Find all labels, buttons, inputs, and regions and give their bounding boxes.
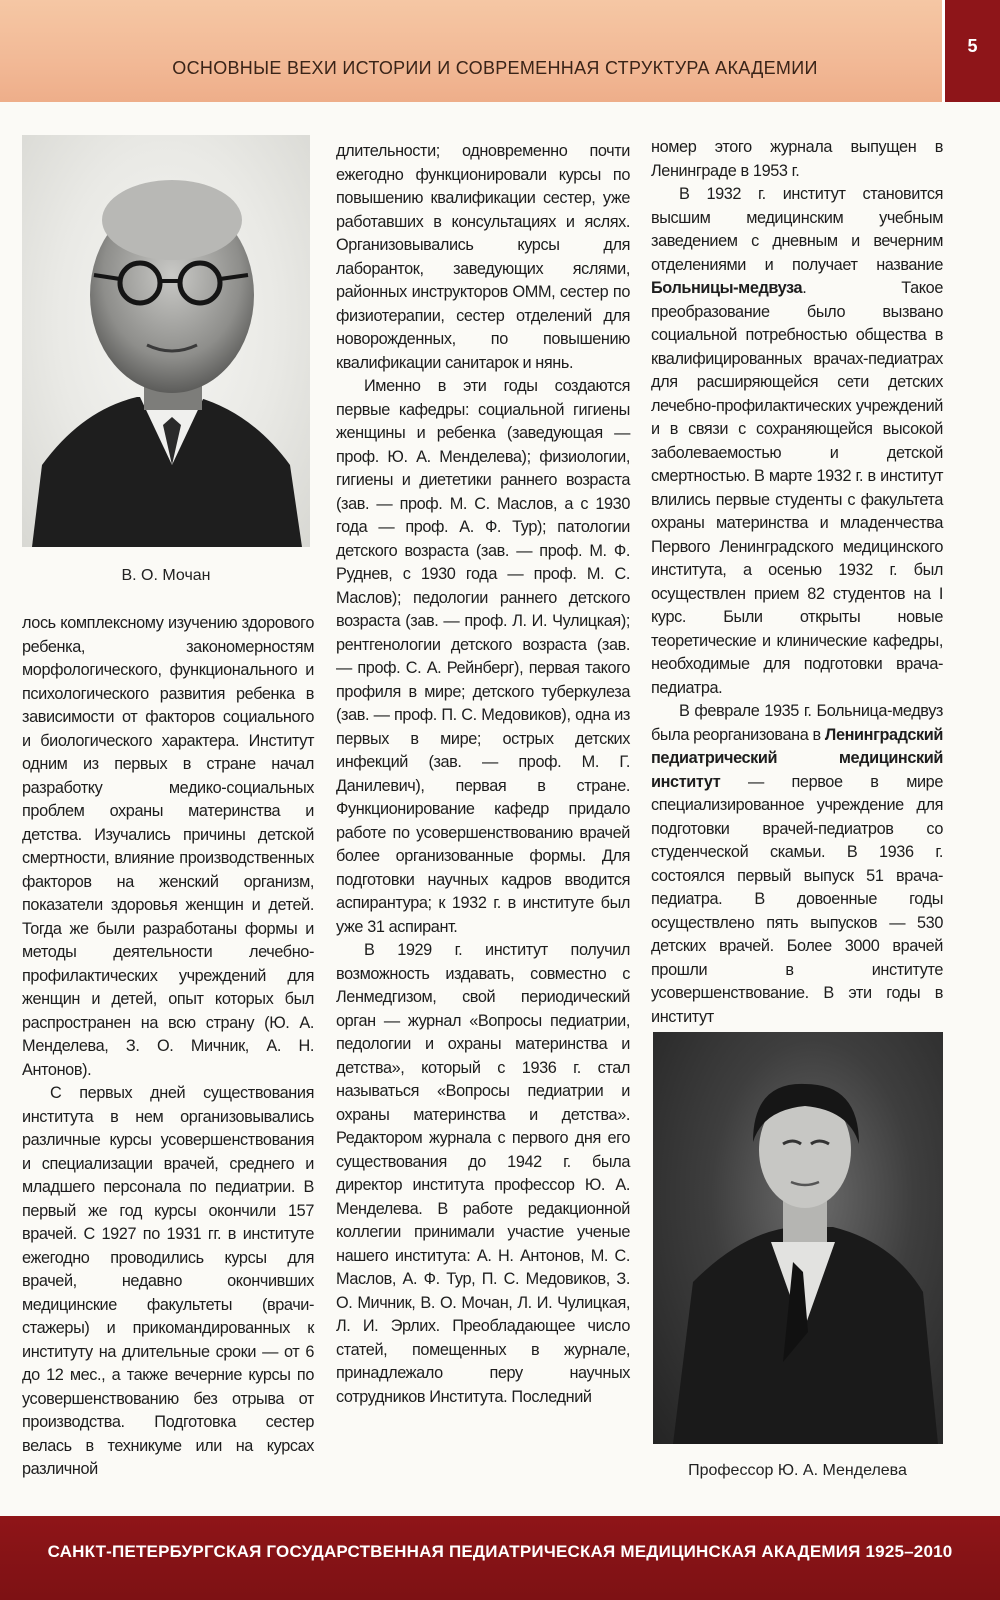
paragraph: лось комплексному изучению здорового ребенка, закономерностям морфологического, функционального и психологического развития ребенка в зависимости от факторов социального и биологического характера. Институт одним из первых в стране начал разработку медико-социальных проблем охраны материнства и детства. Изучались причины детской смертности, влияние производственных факторов на женский организм, показатели здоровья женщин и детей. Тогда же были разработаны формы и методы деятельности лечебно-профилактических учреждений для женщин и детей, опыт которых был распространен на всю страну (Ю. А. Менделева, З. О. Мичник, А. Н. Антонов).	[22, 614, 314, 1079]
page-number-tab	[942, 0, 1000, 102]
paragraph-text: В феврале 1935 г. Больница-медвуз была реорганизована в	[651, 702, 943, 744]
paragraph-text: . Такое преобразование было вызвано социальной потребностью общества в квалифицированных врачах-педиатрах для расширяющейся сети детских лечебно-профилактических учреждений и в связи с сохраняющейся высокой заболеваемостью и детской смертностью. В марте 1932 г. в институт влились первые студенты с факультета охраны материнства и младенчества Первого Ленинградского медицинского института, а осенью 1932 г. был осуществлен прием 82 студентов на I курс. Были открыты новые теоретические и клинические кафедры, необходимые для подготовки врача-педиатра.	[651, 279, 943, 697]
photo-caption-mendeleva: Профессор Ю. А. Менделева	[688, 1462, 907, 1479]
text-column-left	[22, 612, 314, 1482]
paragraph	[651, 183, 943, 700]
page-number: 5	[967, 36, 978, 56]
paragraph: С первых дней существования института в нем организовывались различные курсы усовершенствования и специализации врачей, среднего и младшего персонала по педиатрии. В первый же год курсы окончили 157 врачей. С 1927 по 1931 гг. в институте ежегодно проводились курсы для врачей, недавно окончивших медицинские факультеты (врачи-стажеры) и прикомандированных к институту на длительные сроки — от 6 до 12 мес., а также вечерние курсы по усовершенствованию без отрыва от производства. Подготовка сестер велась в техникуме или на курсах различной	[22, 1084, 314, 1478]
paragraph: длительности; одновременно почти ежегодно функционировали курсы по повышению квалификации сестер, уже работавших в консультациях и яслях. Организовывались курсы для лаборанток, заведующих яслями, районных инструкторов ОММ, сестер по физиотерапии, сестер отделений для новорожденных, по повышению квалификации санитарок и нянь.	[336, 142, 630, 372]
portrait-photo-mochan	[22, 135, 310, 547]
text-column-middle	[336, 140, 630, 1409]
paragraph: В 1929 г. институт получил возможность издавать, совместно с Ленмедгизом, свой периодический орган — журнал «Вопросы педиатрии, педологии и охраны материнства и детства», который с 1936 г. стал называться «Вопросы педиатрии и охраны материнства и детства». Редактором журнала с первого дня его существования до 1942 г. была директор института профессор Ю. А. Менделева. В работе редакционной коллегии принимали участие ученые нашего института: А. Н. Антонов, М. С. Маслов, А. Ф. Тур, П. С. Медовиков, З. О. Мичник, В. О. Мочан, Л. И. Чулицкая, Л. И. Эрлих. Преобладающее число статей, помещенных в журнале, принадлежало перу научных сотрудников Института. Последний	[336, 941, 630, 1406]
bold-term: Больницы-медвуза	[651, 279, 803, 297]
page-header	[0, 0, 1000, 102]
portrait-photo-mendeleva	[653, 1032, 943, 1444]
paragraph-text: В 1932 г. институт становится высшим медицинским учебным заведением с дневным и вечерним отделениями и получает название	[651, 185, 943, 274]
bold-term: Ленинградский педиатрический медицинский институт	[651, 725, 943, 791]
text-column-right	[651, 136, 943, 1029]
paragraph: номер этого журнала выпущен в Ленинграде в 1953 г.	[651, 138, 943, 180]
page-footer	[0, 1516, 1000, 1600]
paragraph: Именно в эти годы создаются первые кафедры: социальной гигиены женщины и ребенка (заведующая — проф. Ю. А. Менделева); физиологии, гигиены и диететики раннего возраста (зав. — проф. М. С. Маслов, а с 1930 года — проф. А. Ф. Тур); патологии детского возраста (зав. — проф. М. Ф. Руднев, с 1930 года — проф. М. С. Маслов); педологии раннего детского возраста (зав. — проф. Л. И. Чулицкая); рентгенологии детского возраста (зав. — проф. С. А. Рейнберг), первая такого профиля в мире; детского туберкулеза (зав. — проф. П. С. Медовиков), одна из первых в мире; острых детских инфекций (зав. — проф. М. Г. Данилевич), первая в стране. Функционирование кафедр придало работе по усовершенствованию врачей более организованные формы. Для подготовки научных кадров вводится аспирантура; к 1932 г. в институте был уже 31 аспирант.	[336, 377, 630, 936]
paragraph	[651, 700, 943, 1029]
paragraph-text: — первое в мире специализированное учреждение для подготовки врачей-педиатров со студенческой скамьи. В 1936 г. состоялся первый выпуск 51 врача-педиатра. В довоенные годы осуществлено пять выпусков — 530 детских врачей. Более 3000 врачей прошли в институте усовершенствование. В эти годы в институт	[651, 772, 943, 1026]
section-title: ОСНОВНЫЕ ВЕХИ ИСТОРИИ И СОВРЕМЕННАЯ СТРУКТУРА АКАДЕМИИ	[172, 58, 818, 78]
footer-title: САНКТ-ПЕТЕРБУРГСКАЯ ГОСУДАРСТВЕННАЯ ПЕДИАТРИЧЕСКАЯ МЕДИЦИНСКАЯ АКАДЕМИЯ 1925–2010	[47, 1542, 953, 1561]
photo-caption-mochan: В. О. Мочан	[121, 567, 211, 584]
